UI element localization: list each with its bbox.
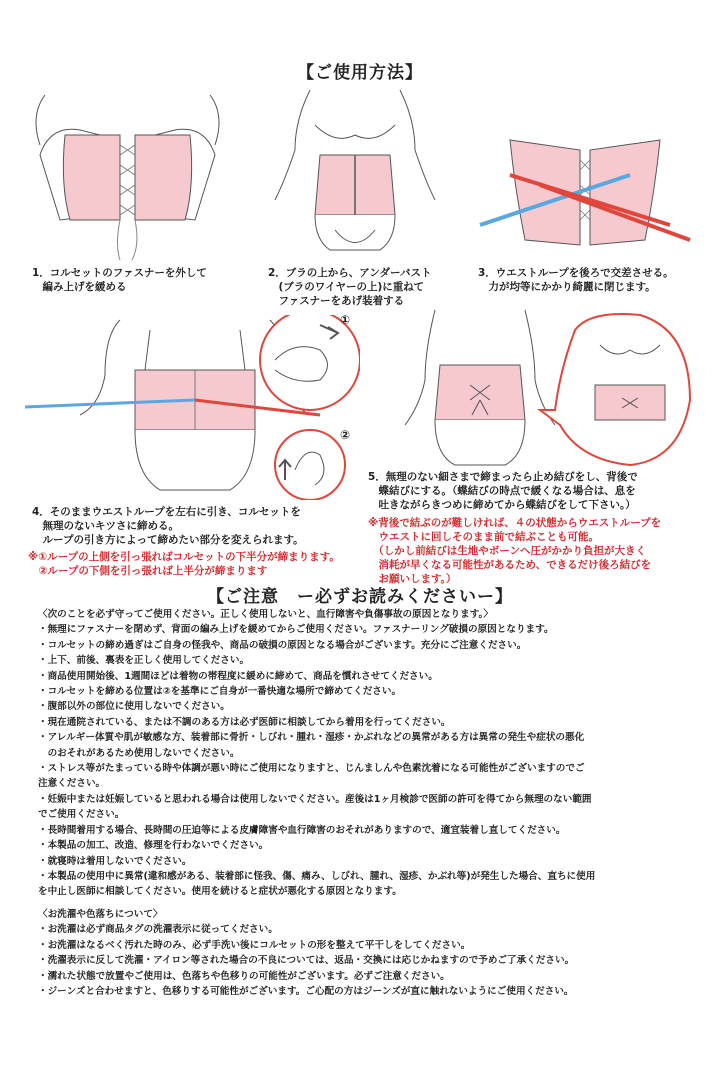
illustration-step-3	[470, 130, 700, 260]
caution-item: ・ストレス等がたまっている時や体調が悪い時にご使用になりますと、じんましんや色素沈着になる可能性がございますのでご	[38, 763, 585, 775]
caution-item: ・上下、前後、裏表を正しく使用してください。	[38, 655, 250, 667]
illustration-step-1	[20, 95, 235, 260]
caution-item: ・無理にファスナーを閉めず、背面の編み上げを緩めてからご使用ください。ファスナーリング破損の原因となります。	[38, 624, 554, 636]
step-2-text: 2．ブラの上から、アンダーバスト (ブラのワイヤーの上)に重ねて ファスナーをあげ装着する	[268, 267, 432, 307]
caution-item: のおそれがあるため使用しないでください。	[38, 747, 240, 759]
step-5-text: 5．無理のない細さまで締まったら止め結びをし、背後で 蝶結びにする。（蝶結びの時点で緩くなる場合は、息を 吐きながらきつめに締めてから蝶結びをして下さい。）	[368, 471, 638, 511]
caution-item: ・腹部以外の部位に使用しないでください。	[38, 701, 230, 713]
circle-label-1: ①	[340, 313, 351, 327]
wash-list	[38, 907, 688, 999]
caution-list	[38, 607, 688, 900]
caution-item: ・コルセットを締める位置は②を基準にご自身が一番快適な場所で締めてください。	[38, 686, 402, 698]
caution-item: でご使用ください。	[38, 809, 125, 821]
wash-item: ・洗濯表示に反して洗濯・アイロン等された場合の不良については、返品・交換には応じかねますので予めご了承ください。	[38, 955, 575, 967]
wash-item: ・ジーンズと合わせますと、色移りする可能性がございます。ご心配の方はジーンズが直に触れないようにご使用ください。	[38, 986, 574, 998]
step-4-note: ※①ループの上側を引っ張ればコルセットの下半分が締まります。 ②ループの下側を引っ張れば上半分が締まります	[28, 551, 340, 577]
caution-item: ・本製品の加工、改造、修理を行わないでください。	[38, 840, 269, 852]
caution-item: 注意ください。	[38, 778, 106, 790]
illustration-step-2	[255, 90, 455, 260]
caution-item: を中止し医師に相談してください。使用を続けると症状が悪化する原因となります。	[38, 886, 402, 898]
illustration-step-4	[20, 315, 360, 500]
caution-item: ・妊娠中または妊娠していると思われる場合は使用しないでください。産後は1ヶ月検診で医師の許可を得てから無理のない範囲	[38, 793, 592, 805]
caution-intro: 〈次のことを必ず守ってご使用ください。正しく使用しないと、血行障害や負傷事故の原因となります。〉	[38, 609, 493, 620]
step-3-text: 3．ウエストループを後ろで交差させる。 力が均等にかかり綺麗に閉じます。	[478, 267, 674, 293]
step-4-text: 4．そのままウエストループを左右に引き、コルセットを 無理のないキツさに締める。 ループの引き方によって締めたい部分を変えられます。	[32, 506, 304, 546]
wash-title: 〈お洗濯や色落ちについて〉	[38, 909, 163, 920]
wash-item: ・お洗濯はなるべく汚れた時のみ、必ず手洗い後にコルセットの形を整えて平干しをしてください。	[38, 939, 471, 951]
caution-item: ・アレルギー体質や肌が敏感な方、装着部に骨折・しびれ・腫れ・湿疹・かぶれなどの異常がある方は異常の発生や症状の悪化	[38, 732, 585, 744]
step-1-text: 1．コルセットのファスナーを外して 編み上げを緩める	[32, 267, 207, 293]
caution-item: ・コルセットの締め過ぎはご自身の怪我や、商品の破損の原因となる場合がございます。充分にご注意ください。	[38, 639, 527, 651]
usage-title: 【ご使用方法】	[297, 63, 423, 83]
step-5-note: ※背後で結ぶのが難しければ、４の状態からウエストループを ウエストに回しそのまま前で結ぶことも可能。 （しかし前結びは生地やボーンへ圧がかかり負担が大きく 消耗が早くなる可能性があるため、できるだけ後ろ結びを お願いします。）	[368, 517, 662, 585]
caution-item: ・現在通院されている、または不調のある方は必ず医師に相談してから着用を行ってください。	[38, 716, 451, 728]
caution-item: ・就寝時は着用しないでください。	[38, 855, 192, 867]
circle-label-2: ②	[340, 428, 351, 442]
wash-item: ・お洗濯は必ず商品タグの洗濯表示に従ってください。	[38, 924, 278, 936]
caution-item: ・長時間着用する場合、長時間の圧迫等による皮膚障害や血行障害のおそれがありますので、適宜装着し直してください。	[38, 824, 566, 836]
caution-item: ・本製品の使用中に異常(違和感がある、装着部に怪我、傷、痛み、しびれ、腫れ、湿疹、かぶれ等)が発生した場合、直ちに使用	[38, 870, 596, 882]
illustration-step-5	[400, 310, 700, 470]
wash-item: ・濡れた状態で放置やご使用は、色落ちや色移りの可能性がございます。必ずご注意ください。	[38, 970, 450, 982]
caution-title: 【ご注意 ー必ずお読みくださいー】	[207, 587, 513, 607]
caution-item: ・商品使用開始後、1週間ほどは着物の帯程度に緩めに締めて、商品を慣れさせてください。	[38, 670, 438, 682]
